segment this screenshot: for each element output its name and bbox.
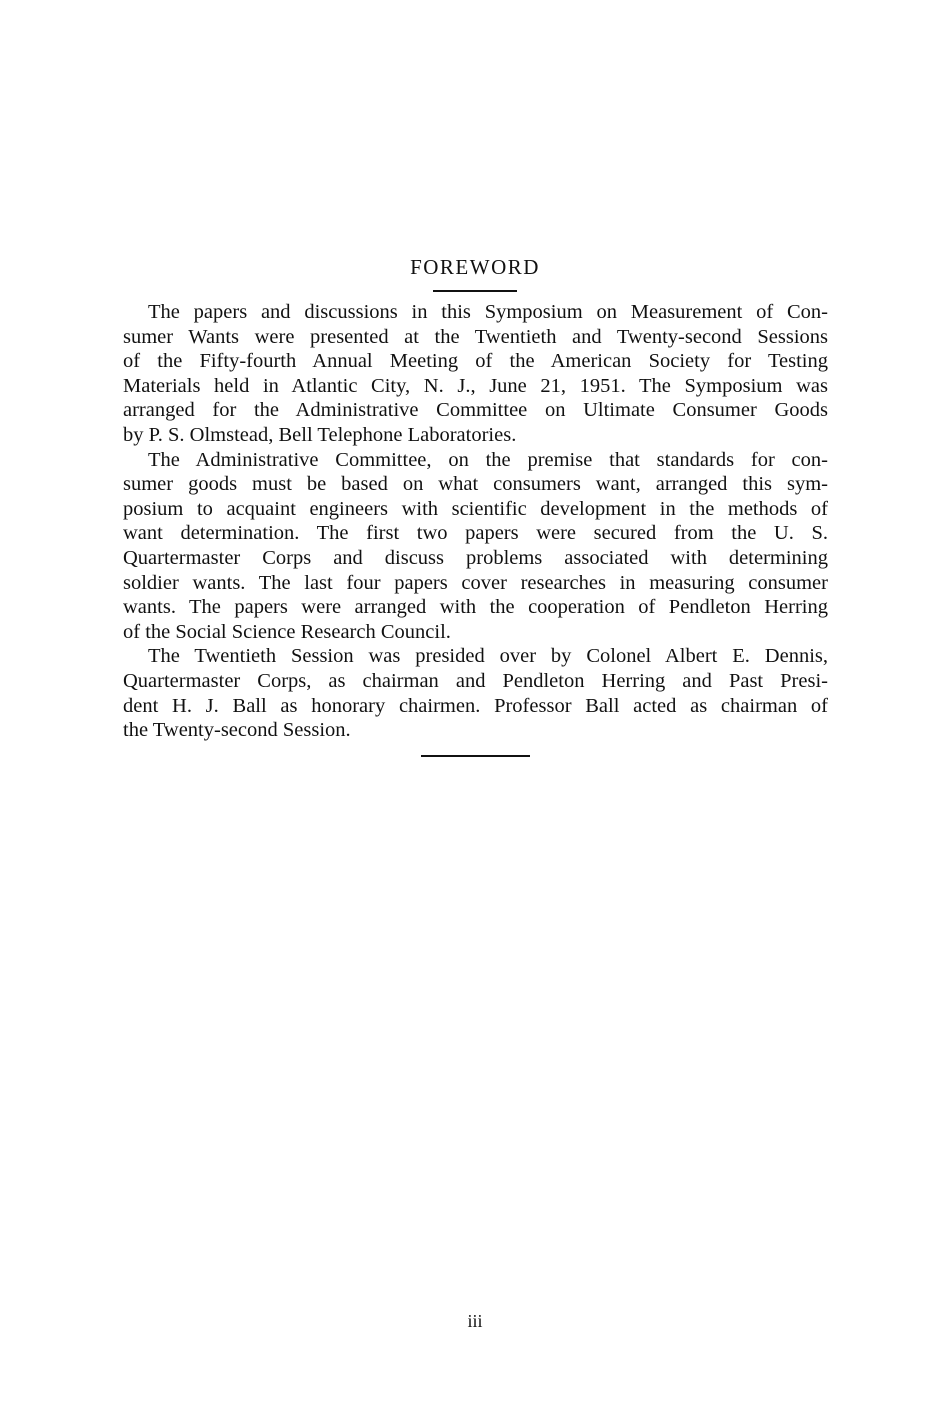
- text-line: soldier wants. The last four papers cover researches in measuring consumer: [123, 571, 828, 594]
- text-line: The Administrative Committee, on the premise that standards for con-: [148, 448, 828, 471]
- text-line: Quartermaster Corps, as chairman and Pendleton Herring and Past Presi-: [123, 669, 828, 692]
- text-line: sumer Wants were presented at the Twentieth and Twenty-second Sessions: [123, 325, 828, 348]
- text-line: arranged for the Administrative Committee on Ultimate Consumer Goods: [123, 399, 828, 422]
- text-line: The papers and discussions in this Symposium on Measurement of Con-: [148, 301, 828, 323]
- text-line: of the Fifty-fourth Annual Meeting of the American Society for Testing: [123, 350, 828, 373]
- text-line: The Twentieth Session was presided over by Colonel Albert E. Dennis,: [148, 645, 828, 668]
- text-line: the Twenty-second Session.: [123, 719, 351, 742]
- text-line: dent H. J. Ball as honorary chairmen. Professor Ball acted as chairman of: [123, 694, 828, 717]
- text-line: want determination. The first two papers were secured from the U. S.: [123, 522, 828, 545]
- text-line: posium to acquaint engineers with scientific development in the methods of: [123, 497, 828, 520]
- text-line: by P. S. Olmstead, Bell Telephone Laboratories.: [123, 423, 517, 446]
- text-line: Quartermaster Corps and discuss problems associated with determining: [123, 546, 828, 569]
- paragraph-3: [123, 644, 828, 742]
- paragraph-1: [123, 300, 828, 448]
- page-title: FOREWORD: [410, 255, 540, 279]
- paragraph-2: [123, 448, 828, 645]
- title-divider: [433, 290, 517, 292]
- foreword-body: [123, 300, 828, 743]
- text-line: Materials held in Atlantic City, N. J., June 21, 1951. The Symposium was: [123, 374, 828, 397]
- text-line: wants. The papers were arranged with the cooperation of Pendleton Herring: [123, 596, 828, 619]
- text-line: sumer goods must be based on what consumers want, arranged this sym-: [123, 473, 828, 496]
- text-line: of the Social Science Research Council.: [123, 620, 451, 643]
- page-number: iii: [467, 1311, 483, 1331]
- closing-divider: [421, 755, 530, 757]
